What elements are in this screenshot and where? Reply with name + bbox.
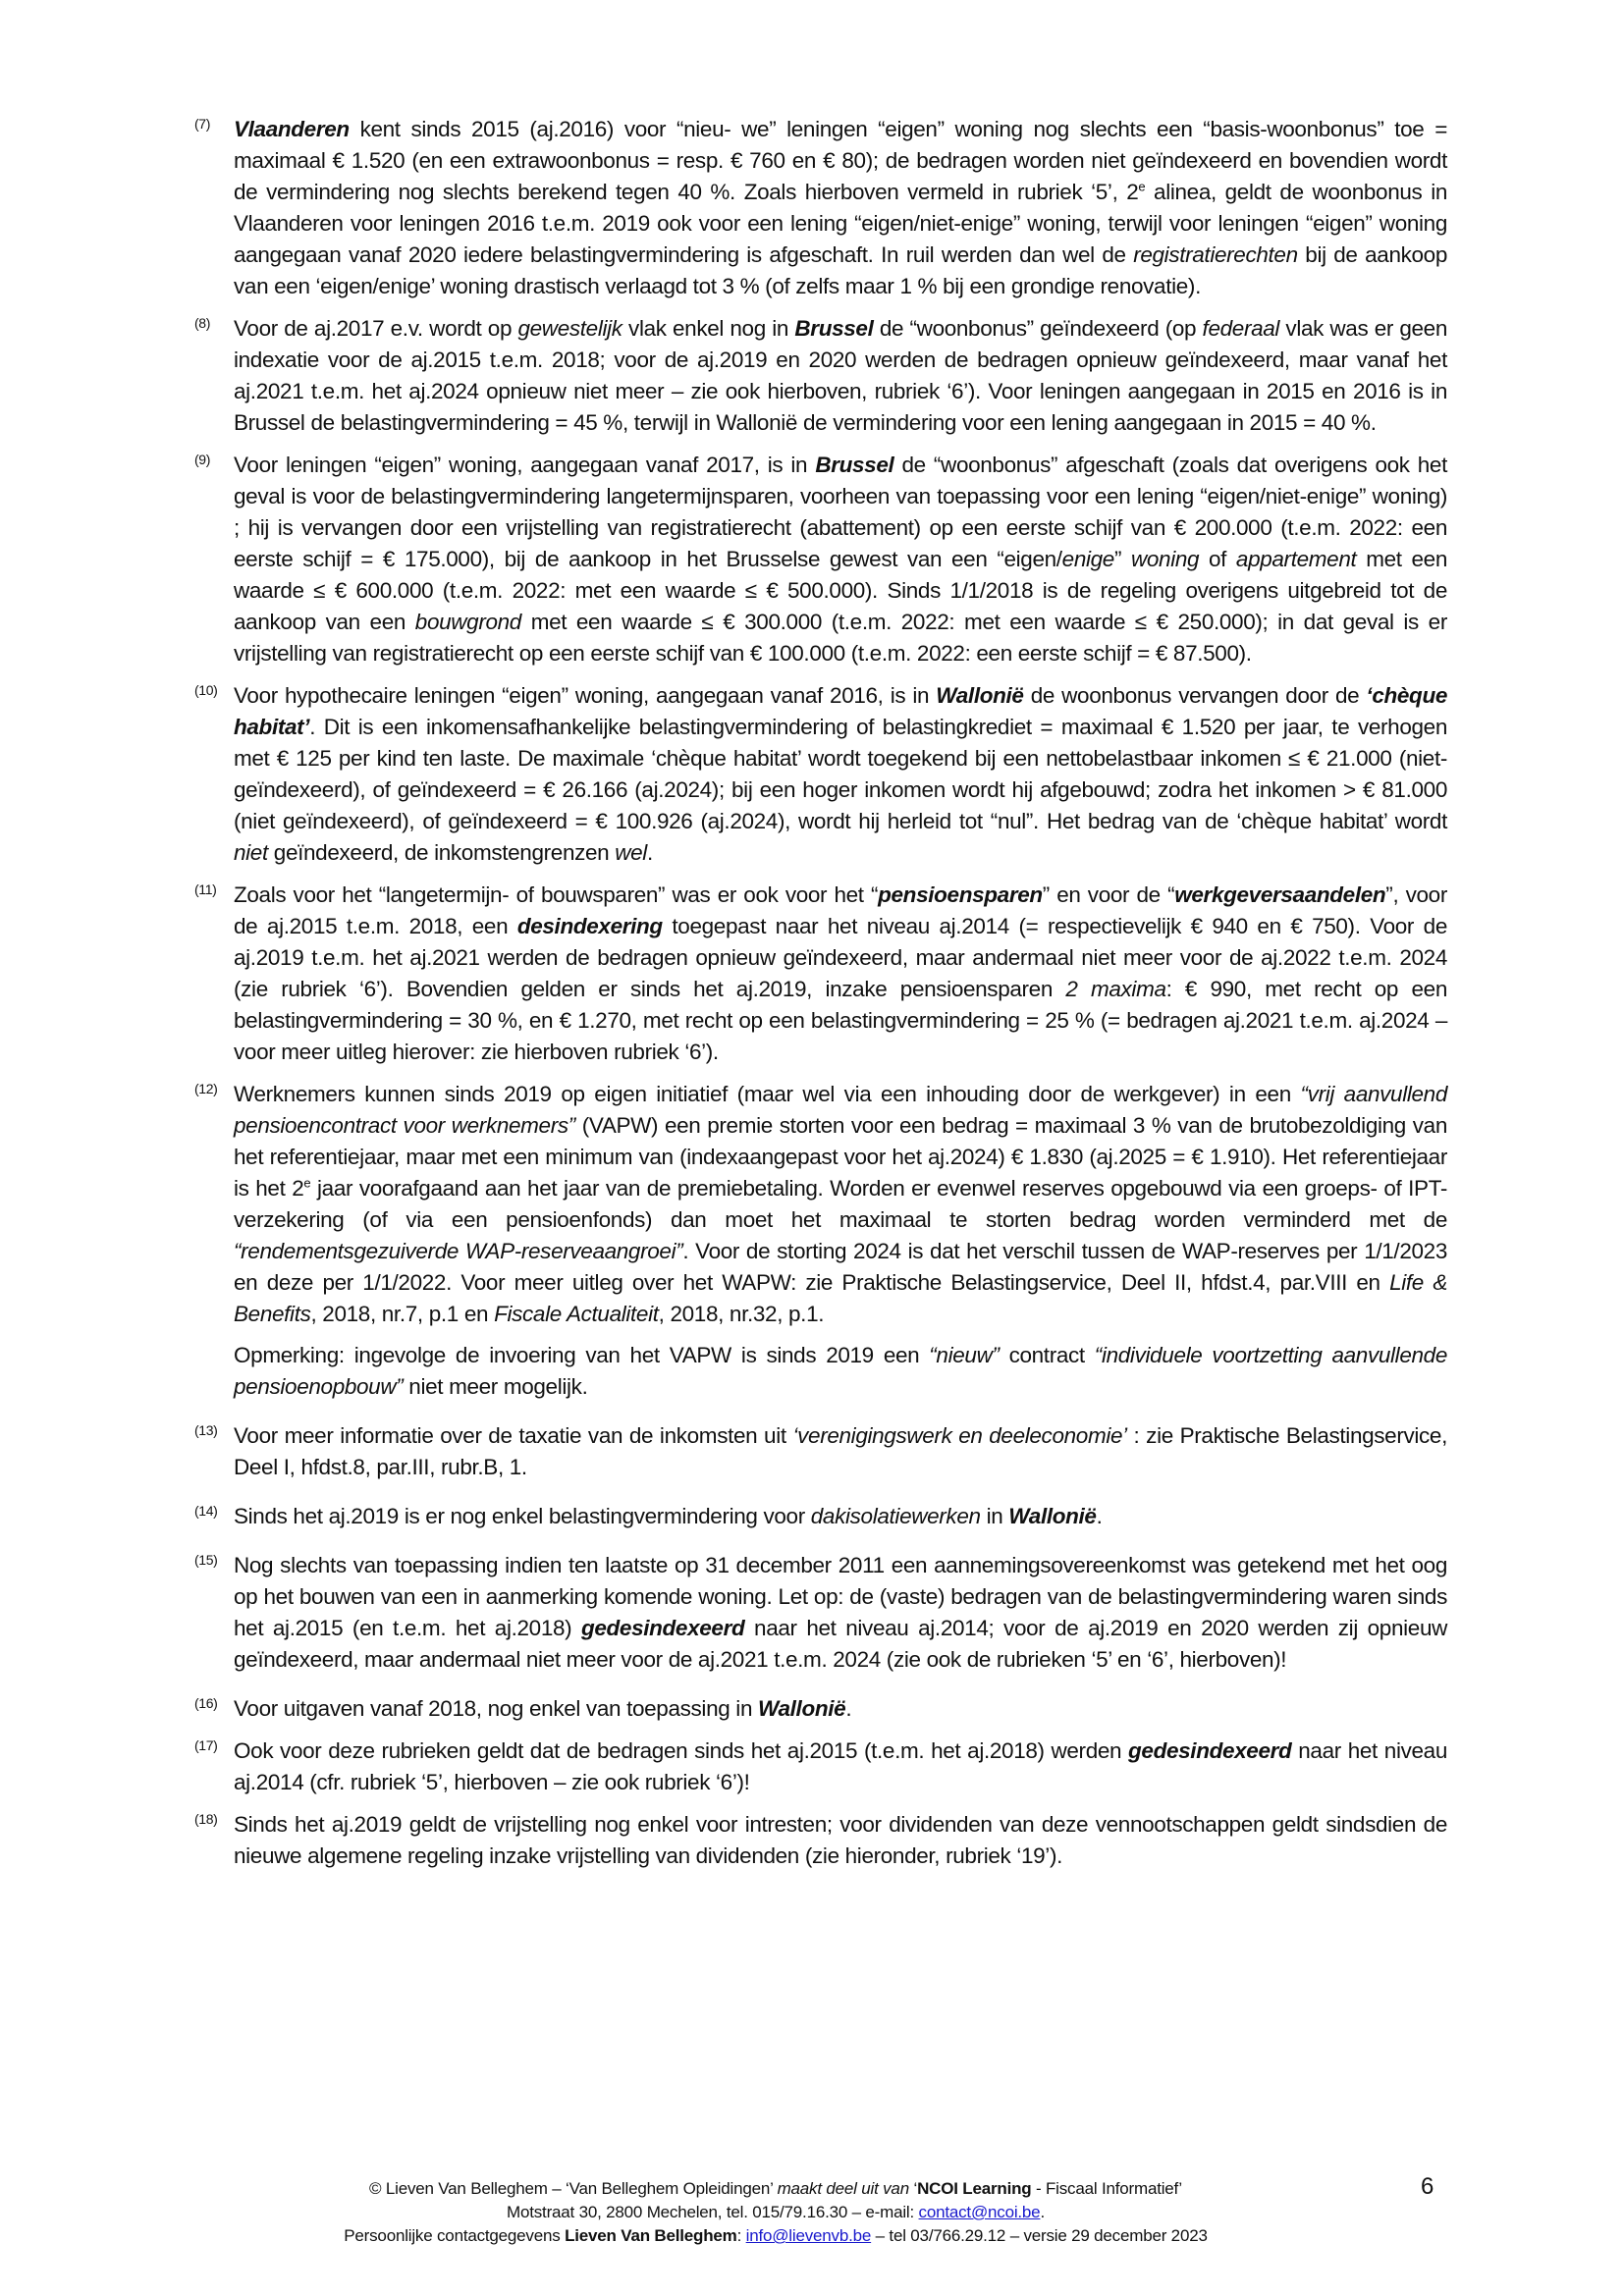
superscript: e xyxy=(303,1175,311,1191)
footnote-paragraph xyxy=(234,1550,1447,1676)
footnote-paragraph xyxy=(234,1735,1447,1798)
footnote-paragraph xyxy=(234,1420,1447,1483)
italic-text: Life & Benefits xyxy=(234,1270,1447,1326)
text-run: in xyxy=(980,1504,1009,1528)
footnote-marker: (12) xyxy=(194,1081,218,1096)
text-run: : zie Praktische Belastingservice, Deel I, hfdst.8, par.III, rubr.B, 1. xyxy=(234,1423,1447,1479)
emphasis-text: werkgeversaandelen xyxy=(1174,882,1386,907)
text-run: Opmerking: ingevolge de invoering van het VAPW is sinds 2019 een xyxy=(234,1343,930,1367)
footnote-paragraph xyxy=(234,313,1447,439)
text-run: contract xyxy=(999,1343,1095,1367)
text-run: naar het niveau aj.2014 (cfr. rubriek ‘5’, hierboven – zie ook rubriek ‘6’)! xyxy=(234,1738,1447,1794)
italic-text: wel xyxy=(615,840,647,865)
emphasis-text: Brussel xyxy=(815,453,894,477)
text-run: of xyxy=(1199,547,1236,571)
footnote-18 xyxy=(194,1809,1447,1872)
footer-copyright: © Lieven Van Belleghem – ‘Van Belleghem Opleidingen’ xyxy=(369,2179,778,2198)
footnote-paragraph xyxy=(234,1809,1447,1872)
italic-text: enige xyxy=(1061,547,1114,571)
footnote-paragraph xyxy=(234,680,1447,869)
text-run: Nog slechts van toepassing indien ten laatste op 31 december 2011 een aannemingsovereenkomst was getekend met het oog op het bouwen van een in aanmerking komende woning. Let op: de (vaste) bedragen van de belastingvermindering waren sinds het aj.2015 (en t.e.m. het aj.2018) xyxy=(234,1553,1447,1640)
footnote-12 xyxy=(194,1079,1447,1403)
italic-text: dakisolatiewerken xyxy=(810,1504,981,1528)
footnote-marker: (9) xyxy=(194,452,211,467)
footer-personal-label: Persoonlijke contactgegevens xyxy=(344,2226,566,2245)
footer-period: . xyxy=(1040,2203,1045,2221)
italic-text: “individuele voortzetting aanvullende pensioenopbouw” xyxy=(234,1343,1447,1399)
text-run: Voor de aj.2017 e.v. wordt op xyxy=(234,316,518,341)
text-run: vlak was er geen indexatie voor de aj.2015 t.e.m. 2018; voor de aj.2019 en 2020 werden de bedragen opnieuw geïndexeerd, maar vanaf het aj.2021 t.e.m. het aj.2024 opnieuw niet meer – zie ook hierboven, rubriek ‘6’). Voor leningen aangegaan in 2015 en 2016 is in Brussel de belastingvermindering = 45 %, terwijl in Wallonië de vermindering voor een lening aangegaan in 2015 = 40 %. xyxy=(234,316,1448,435)
text-run: vlak enkel nog in xyxy=(622,316,795,341)
footnote-marker: (15) xyxy=(194,1552,218,1568)
emphasis-text: ‘chèque habitat’ xyxy=(234,683,1447,739)
page-footer xyxy=(245,2177,1306,2248)
italic-text: “rendementsgezuiverde WAP-reserveaangroei” xyxy=(234,1239,683,1263)
footnote-14 xyxy=(194,1501,1447,1532)
text-run: Voor hypothecaire leningen “eigen” woning, aangegaan vanaf 2016, is in xyxy=(234,683,937,708)
text-run: . xyxy=(1096,1504,1103,1528)
footnote-marker: (13) xyxy=(194,1422,218,1438)
italic-text: federaal xyxy=(1202,316,1280,341)
text-run: ” en voor de “ xyxy=(1042,882,1175,907)
text-run: Sinds het aj.2019 is er nog enkel belastingvermindering voor xyxy=(234,1504,811,1528)
footer-colon: : xyxy=(736,2226,746,2245)
text-run: ”, voor de aj.2015 t.e.m. 2018, een xyxy=(234,882,1447,938)
emphasis-text: gedesindexeerd xyxy=(1128,1738,1292,1763)
footnote-marker: (8) xyxy=(194,315,211,331)
footer-line-1 xyxy=(245,2177,1306,2201)
text-run: Voor uitgaven vanaf 2018, nog enkel van toepassing in xyxy=(234,1696,759,1721)
footer-italic-text: maakt deel uit van xyxy=(777,2179,909,2198)
text-run: toegepast naar het niveau aj.2014 (= respectievelijk € 940 en € 750). Voor de aj.2019 t.e.m. het aj.2021 werden de bedragen opnieuw geïndexeerd, maar andermaal niet meer voor de aj.2022 t.e.m. 2024 (zie rubriek ‘6’). Bovendien gelden er sinds het aj.2019, inzake pensioensparen xyxy=(234,914,1447,1001)
text-run: , 2018, nr.32, p.1. xyxy=(658,1302,825,1326)
text-run: naar het niveau aj.2014; voor de aj.2019 en 2020 werden zij opnieuw geïndexeerd, maar andermaal niet meer voor de aj.2021 t.e.m. 2024 (zie ook de rubrieken ‘5’ en ‘6’, hierboven)! xyxy=(234,1616,1448,1672)
footnote-paragraph xyxy=(234,1693,1447,1725)
footnote-8 xyxy=(194,313,1447,439)
footnote-13 xyxy=(194,1420,1447,1483)
italic-text: “vrij aanvullend pensioencontract voor werknemers” xyxy=(234,1082,1447,1138)
footer-version: – tel 03/766.29.12 – versie 29 december 2023 xyxy=(871,2226,1208,2245)
text-run: met een waarde ≤ € 600.000 (t.e.m. 2022: met een waarde ≤ € 500.000). Sinds 1/1/2018 is de regeling overigens uitgebreid tot de aankoop van een xyxy=(234,547,1447,634)
emphasis-text: gedesindexeerd xyxy=(580,1616,745,1640)
text-run: (VAPW) een premie storten voor een bedrag = maximaal 3 % van de brutobezoldiging van het referentiejaar, maar met een minimum van (indexaangepast voor het aj.2024) € 1.830 (aj.2025 = € 1.910). Het referentiejaar is het 2 xyxy=(234,1113,1447,1201)
text-run: niet meer mogelijk. xyxy=(403,1374,588,1399)
italic-text: appartement xyxy=(1235,547,1357,571)
text-run: ” xyxy=(1113,547,1131,571)
footer-line-2 xyxy=(245,2201,1306,2224)
footer-quote: ‘ xyxy=(908,2179,918,2198)
footer-address: Motstraat 30, 2800 Mechelen, tel. 015/79.16.30 – e-mail: xyxy=(507,2203,919,2221)
emphasis-text: pensioensparen xyxy=(878,882,1043,907)
footnote-paragraph xyxy=(234,450,1447,669)
italic-text: gewestelijk xyxy=(517,316,622,341)
footnote-marker: (11) xyxy=(194,881,217,897)
footnote-11 xyxy=(194,880,1447,1068)
footnote-16 xyxy=(194,1693,1447,1725)
text-run: , 2018, nr.7, p.1 en xyxy=(310,1302,495,1326)
emphasis-text: Brussel xyxy=(794,316,874,341)
text-run: met een waarde ≤ € 300.000 (t.e.m. 2022: met een waarde ≤ € 250.000); in dat geval is er vrijstelling van registratierecht op een eerste schijf van € 100.000 (t.e.m. 2022: een eerste schijf = € 87.500). xyxy=(234,610,1447,666)
footnotes-list xyxy=(194,114,1447,1883)
emphasis-text: Wallonië xyxy=(936,683,1024,708)
info-email-link[interactable]: info@lievenvb.be xyxy=(745,2226,872,2245)
italic-text: woning xyxy=(1130,547,1200,571)
italic-text: registratierechten xyxy=(1133,242,1298,267)
text-run: Sinds het aj.2019 geldt de vrijstelling nog enkel voor intresten; voor dividenden van deze vennootschappen geldt sindsdien de nieuwe algemene regeling inzake vrijstelling van dividenden (zie hieronder, rubriek ‘19’). xyxy=(234,1812,1447,1868)
italic-text: “nieuw” xyxy=(929,1343,1000,1367)
footnote-marker: (18) xyxy=(194,1811,218,1827)
italic-text: bouwgrond xyxy=(414,610,521,634)
text-run: jaar voorafgaand aan het jaar van de premiebetaling. Worden er evenwel reserves opgebouwd via een groeps- of IPT-verzekering (of via een pensioenfonds) dan moet het maximaal te storten bedrag worden verminderd met de xyxy=(234,1176,1447,1232)
footnote-paragraph xyxy=(234,1340,1447,1403)
italic-text: 2 maxima xyxy=(1065,977,1166,1001)
footnote-marker: (10) xyxy=(194,682,218,698)
contact-email-link[interactable]: contact@ncoi.be xyxy=(918,2203,1041,2221)
footnote-paragraph xyxy=(234,114,1447,302)
footer-brand: NCOI Learning xyxy=(917,2179,1032,2198)
text-run: de “woonbonus” afgeschaft (zoals dat overigens ook het geval is voor de belastingvermindering langetermijnsparen, voorheen van toepassing voor een lening “eigen/niet-enige” woning) ; hij is vervangen door een vrijstelling van registratierecht (abattement) op een eerste schijf van € 200.000 (t.e.m. 2022: een eerste schijf = € 175.000), bij de aankoop in het Brusselse gewest van een “eigen/ xyxy=(234,453,1447,571)
footnote-9 xyxy=(194,450,1447,669)
text-run: alinea, geldt de woonbonus in Vlaanderen voor leningen 2016 t.e.m. 2019 ook voor een lening “eigen/niet-enige” woning, terwijl voor leningen “eigen” woning aangegaan vanaf 2020 iedere belastingvermindering is afgeschaft. In ruil werden dan wel de xyxy=(234,180,1448,267)
footnote-marker: (7) xyxy=(194,116,211,132)
text-run: de woonbonus vervangen door de xyxy=(1023,683,1367,708)
footnote-7 xyxy=(194,114,1447,302)
footnote-10 xyxy=(194,680,1447,869)
italic-text: niet xyxy=(234,840,268,865)
footnote-marker: (16) xyxy=(194,1695,218,1711)
footer-author-name: Lieven Van Belleghem xyxy=(565,2226,737,2245)
text-run: geïndexeerd, de inkomstengrenzen xyxy=(267,840,616,865)
footnote-paragraph xyxy=(234,880,1447,1068)
footnote-marker: (14) xyxy=(194,1503,218,1519)
text-run: kent sinds 2015 (aj.2016) voor “nieu- we” leningen “eigen” woning nog slechts een “basis-woonbonus” toe = maximaal € 1.520 (en een extrawoonbonus = resp. € 760 en € 80); de bedragen worden niet geïndexeerd en bovendien wordt de vermindering nog slechts berekend tegen 40 %. Zoals hierboven vermeld in rubriek ‘5’, 2 xyxy=(234,117,1447,204)
footnote-paragraph xyxy=(234,1501,1447,1532)
text-run: . Voor de storting 2024 is dat het verschil tussen de WAP-reserves per 1/1/2023 en deze per 1/1/2022. Voor meer uitleg over het WAPW: zie Praktische Belastingservice, Deel II, hfdst.4, par.VIII en xyxy=(234,1239,1447,1295)
text-run: Voor meer informatie over de taxatie van de inkomsten uit xyxy=(234,1423,793,1448)
footnote-17 xyxy=(194,1735,1447,1798)
text-run: Werknemers kunnen sinds 2019 op eigen initiatief (maar wel via een inhouding door de werkgever) in een xyxy=(234,1082,1301,1106)
footnote-marker: (17) xyxy=(194,1737,218,1753)
italic-text: ‘verenigingswerk en deeleconomie’ xyxy=(792,1423,1127,1448)
text-run: . Dit is een inkomensafhankelijke belastingvermindering of belastingkrediet = maximaal € 1.520 per jaar, te verhogen met € 125 per kind ten laste. De maximale ‘chèque habitat’ wordt toegekend bij een nettobelastbaar inkomen ≤ € 21.000 (niet-geïndexeerd), of geïndexeerd = € 26.166 (aj.2024); bij een hoger inkomen wordt hij afgebouwd; zodra het inkomen > € 81.000 (niet geïndexeerd), of geïndexeerd = € 100.926 (aj.2024), wordt hij herleid tot “nul”. Het bedrag van de ‘chèque habitat’ wordt xyxy=(234,715,1447,833)
page-number: 6 xyxy=(1421,2173,1434,2200)
footnote-paragraph xyxy=(234,1079,1447,1330)
superscript: e xyxy=(1138,179,1146,194)
emphasis-text: desindexering xyxy=(516,914,663,938)
footnote-15 xyxy=(194,1550,1447,1676)
emphasis-text: Wallonië xyxy=(758,1696,846,1721)
text-run: Voor leningen “eigen” woning, aangegaan vanaf 2017, is in xyxy=(234,453,816,477)
text-run: Zoals voor het “langetermijn- of bouwsparen” was er ook voor het “ xyxy=(234,882,879,907)
text-run: : € 990, met recht op een belastingvermindering = 30 %, en € 1.270, met recht op een belastingvermindering = 25 % (= bedragen aj.2021 t.e.m. aj.2024 – voor meer uitleg hierover: zie hierboven rubriek ‘6’). xyxy=(234,977,1447,1064)
text-run: de “woonbonus” geïndexeerd (op xyxy=(873,316,1203,341)
emphasis-text: Wallonië xyxy=(1008,1504,1097,1528)
footer-line-3 xyxy=(245,2224,1306,2248)
italic-text: Fiscale Actualiteit xyxy=(494,1302,659,1326)
text-run: Ook voor deze rubrieken geldt dat de bedragen sinds het aj.2015 (t.e.m. het aj.2018) werden xyxy=(234,1738,1129,1763)
text-run: . xyxy=(646,840,653,865)
text-run: bij de aankoop van een ‘eigen/enige’ woning drastisch verlaagd tot 3 % (of zelfs maar 1 % bij een grondige renovatie). xyxy=(234,242,1448,298)
footer-publication: - Fiscaal Informatief’ xyxy=(1031,2179,1182,2198)
text-run: . xyxy=(845,1696,852,1721)
emphasis-text: Vlaanderen xyxy=(234,117,350,141)
